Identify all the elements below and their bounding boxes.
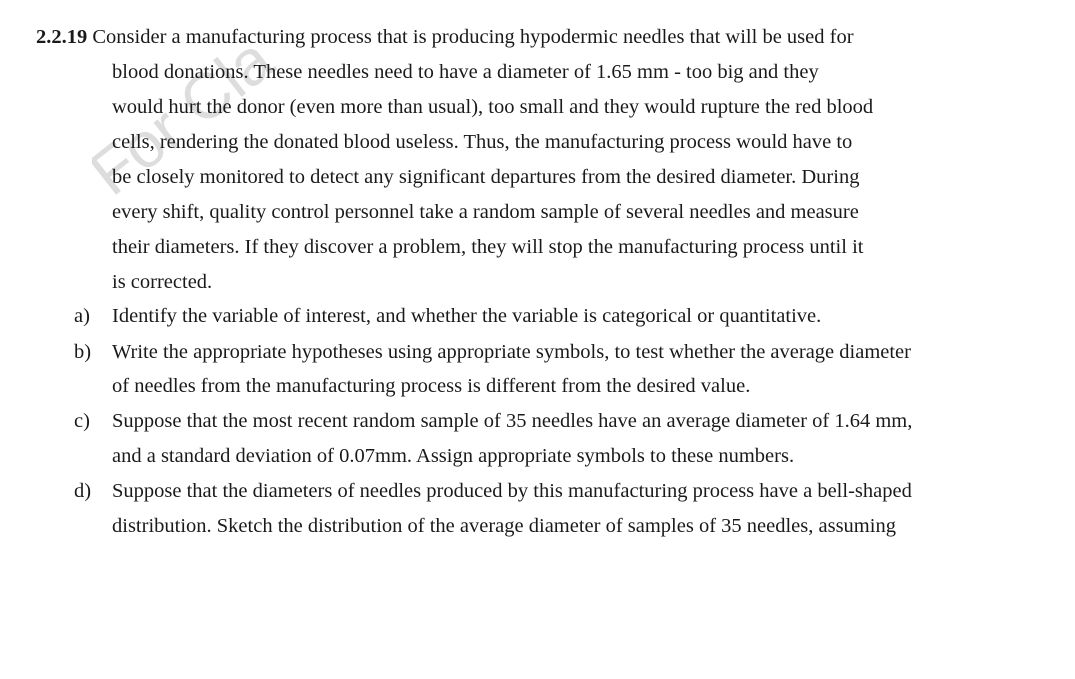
problem-intro-line: would hurt the donor (even more than usual), too small and they would rupture the red blood bbox=[112, 96, 874, 118]
part-c-label: c) bbox=[74, 410, 90, 432]
problem-number: 2.2.19 bbox=[36, 26, 88, 48]
part-b-label: b) bbox=[74, 341, 92, 363]
part-b-text: of needles from the manufacturing process is different from the desired value. bbox=[112, 375, 751, 397]
part-d-text: distribution. Sketch the distribution of the average diameter of samples of 35 needles, assuming bbox=[112, 515, 896, 537]
problem-intro-line: is corrected. bbox=[112, 271, 213, 293]
part-d-label: d) bbox=[74, 480, 92, 502]
part-b-text: Write the appropriate hypotheses using appropriate symbols, to test whether the average diameter bbox=[112, 341, 911, 363]
problem-intro-line: their diameters. If they discover a problem, they will stop the manufacturing process until it bbox=[112, 236, 864, 258]
problem-intro-line: cells, rendering the donated blood useless. Thus, the manufacturing process would have to bbox=[112, 131, 853, 153]
problem-intro-line: every shift, quality control personnel take a random sample of several needles and measure bbox=[112, 201, 859, 223]
problem-intro-line-1: 2.2.19 Consider a manufacturing process that is producing hypodermic needles that will be used for bbox=[36, 26, 854, 48]
problem-intro-line: blood donations. These needles need to have a diameter of 1.65 mm - too big and they bbox=[112, 61, 819, 83]
part-d-text: Suppose that the diameters of needles produced by this manufacturing process have a bell-shaped bbox=[112, 480, 912, 502]
part-c-text: Suppose that the most recent random sample of 35 needles have an average diameter of 1.64 mm, bbox=[112, 410, 913, 432]
watermark-text: For Cla bbox=[92, 38, 286, 210]
part-a-label: a) bbox=[74, 305, 90, 327]
part-a-text: Identify the variable of interest, and whether the variable is categorical or quantitative. bbox=[112, 305, 822, 327]
part-c-text: and a standard deviation of 0.07mm. Assign appropriate symbols to these numbers. bbox=[112, 445, 795, 467]
problem-intro-line: be closely monitored to detect any significant departures from the desired diameter. During bbox=[112, 166, 860, 188]
